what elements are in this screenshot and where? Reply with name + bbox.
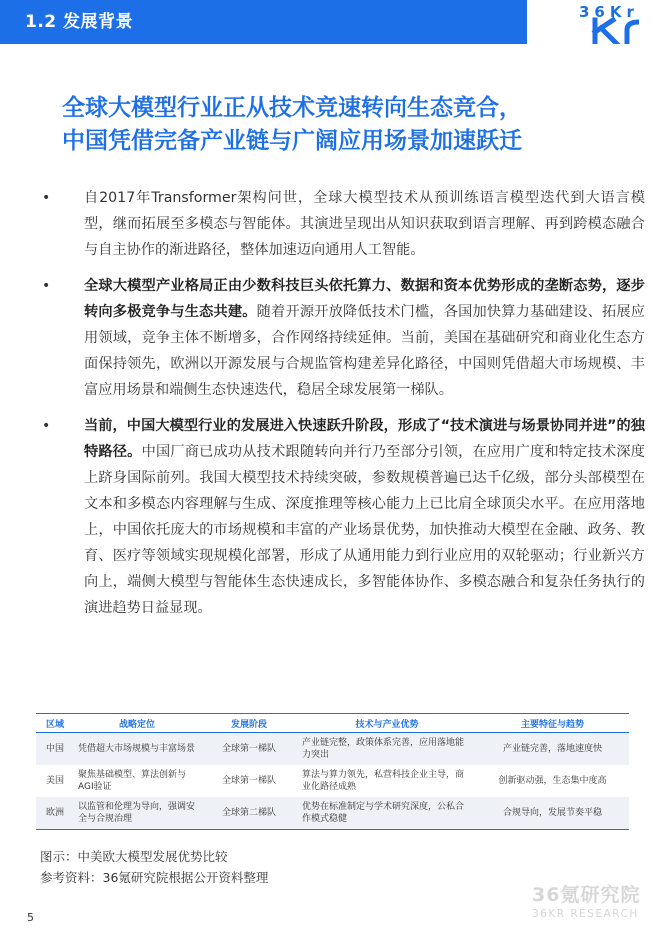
cell-advantages: 算法与算力领先，私营科技企业主导，商业化路径成熟 [302, 770, 465, 792]
comparison-table [36, 713, 629, 830]
36kr-logo [565, 0, 662, 44]
caption-source: 参考资料：36氪研究院根据公开资料整理 [40, 870, 269, 885]
logo-digits: 36Kr [579, 3, 639, 21]
cell-advantages: 产业链完整，政策体系完善，应用落地能力突出 [298, 733, 476, 766]
page-number: 5 [27, 911, 34, 924]
cell-region: 欧洲 [36, 797, 74, 830]
section-title: 1.2 发展背景 [25, 12, 134, 32]
table-row [36, 797, 629, 830]
footer-brand-watermark [532, 880, 652, 920]
bullet-list [40, 185, 645, 631]
bullet-bold: 全球大模型产业格局正由少数科技巨头依托算力、数据和资本优势形成的垄断态势，逐步转向多极竞争与生态共建。 [84, 278, 645, 320]
col-header-strategy: 战略定位 [74, 714, 200, 733]
cell-stage: 全球第一梯队 [200, 733, 298, 766]
col-header-stage: 发展阶段 [200, 714, 298, 733]
bullet-item [40, 185, 645, 263]
bullet-bold: 当前，中国大模型行业的发展进入快速跃升阶段，形成了“技术演进与场景协同并进”的独特路径。 [84, 418, 645, 460]
footer-brand-cn: 36氪研究院 [532, 884, 641, 906]
cell-advantages: 优势在标准制定与学术研究深度，公私合作模式稳健 [298, 797, 476, 830]
cell-strategy: 凭借超大市场规模与丰富场景 [74, 733, 200, 766]
bullet-text: 随着开源开放降低技术门槛，各国加快算力基础建设、拓展应用领域，竞争主体不断增多，合作网络持续延伸。当前，美国在基础研究和商业化生态方面保持领先，欧洲以开源发展与合规监管构建差异化路径，中国则凭借超大市场规模、丰富应用场景和端侧生态快速迭代，稳居全球发展第一梯队。 [84, 304, 645, 398]
cell-stage: 全球第二梯队 [200, 797, 298, 830]
table-row [36, 733, 629, 766]
col-header-trends: 主要特征与趋势 [476, 714, 629, 733]
col-header-advantages: 技术与产业优势 [298, 714, 476, 733]
col-header-region: 区域 [36, 714, 74, 733]
cell-trends: 产业链完善，落地速度快 [476, 733, 629, 766]
figure-caption [40, 846, 268, 888]
kr-logo-icon [565, 0, 662, 44]
headline [62, 92, 652, 158]
footer-brand-en: 36KR RESEARCH [532, 908, 639, 920]
bullet-item [40, 273, 645, 403]
bullet-item [40, 413, 645, 621]
cell-trends: 创新驱动强，生态集中度高 [498, 776, 607, 786]
cell-stage: 全球第一梯队 [221, 776, 276, 786]
bullet-dot-icon: • [42, 418, 51, 434]
cell-trends: 合规导向，发展节奏平稳 [476, 797, 629, 830]
headline-line-2: 中国凭借完备产业链与广阔应用场景加速跃迁 [62, 128, 522, 154]
cell-strategy: 以监管和伦理为导向，强调安全与合规治理 [74, 797, 200, 830]
cell-region: 美国 [45, 776, 64, 786]
table-row [36, 765, 629, 797]
table-header-row [36, 714, 629, 733]
bullet-dot-icon: • [42, 278, 51, 294]
bullet-text: 中国厂商已成功从技术跟随转向并行乃至部分引领，在应用广度和特定技术深度上跻身国际前列。我国大模型技术持续突破，参数规模普遍已达千亿级，部分头部模型在文本和多模态内容理解与生成、深度推理等核心能力上已比肩全球顶尖水平。在应用落地上，中国依托庞大的市场规模和丰富的产业场景优势，加快推动大模型在金融、政务、教育、医疗等领域实现规模化部署，形成了从通用能力到行业应用的双轮驱动；行业新兴方向上，端侧大模型与智能体生态快速成长，多智能体协作、多模态融合和复杂任务执行的演进趋势日益显现。 [84, 444, 645, 616]
headline-line-1: 全球大模型行业正从技术竞速转向生态竞合， [62, 95, 522, 121]
bullet-text: 自2017年Transformer架构问世，全球大模型技术从预训练语言模型迭代到大语言模型，继而拓展至多模态与智能体。其演进呈现出从知识获取到语言理解、再到跨模态融合与自主协作的渐进路径，整体加速迈向通用人工智能。 [84, 190, 645, 258]
caption-figure: 图示：中美欧大模型发展优势比较 [40, 849, 228, 864]
cell-region: 中国 [36, 733, 74, 766]
bullet-dot-icon: • [42, 190, 51, 206]
cell-strategy: 聚焦基础模型、算法创新与AGI验证 [78, 770, 187, 792]
